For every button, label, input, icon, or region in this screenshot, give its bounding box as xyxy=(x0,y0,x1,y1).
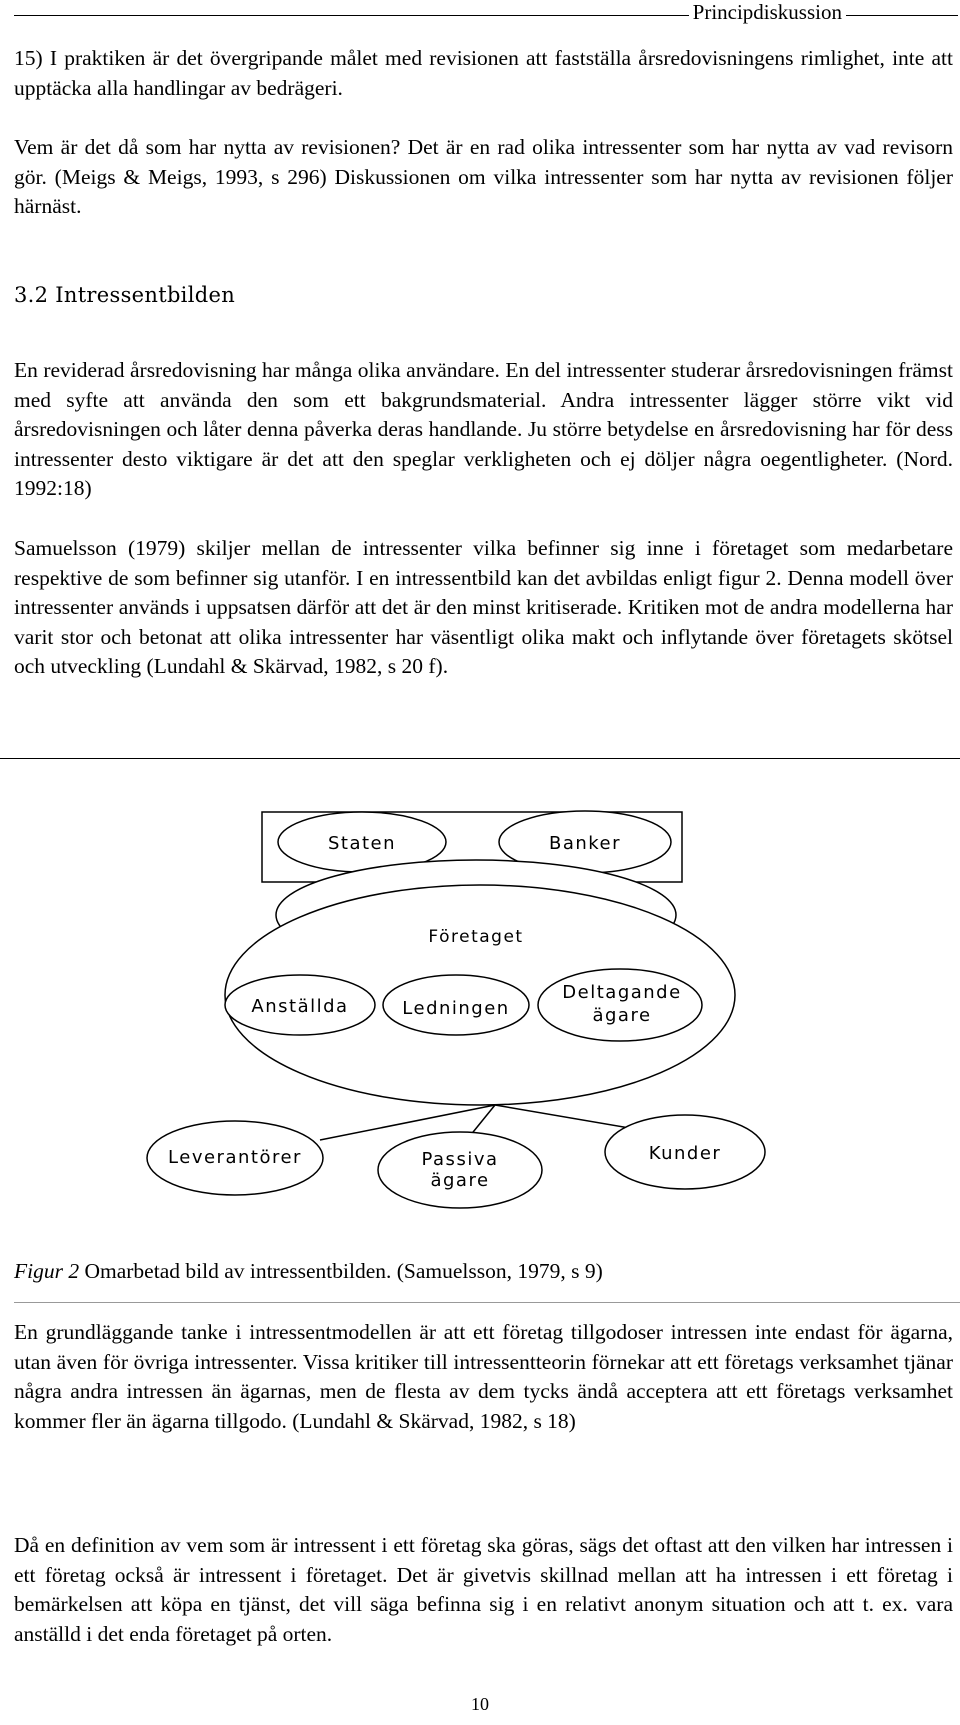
paragraph-1: 15) I praktiken är det övergripande målet med revisionen att fastställa årsredovisningens rimlighet, inte att upptäcka alla handlingar av bedrägeri. xyxy=(14,46,953,100)
label-anstallda: Anställda xyxy=(251,996,349,1017)
paragraph-4: Samuelsson (1979) skiljer mellan de intressenter vilka befinner sig inne i företaget som medarbetare respektive de som befinner sig utanför. I en intressentbild kan det avbildas enligt figur 2. Denna modell över intressenter används i uppsatsen därför att det är den minst kritiserade. Kritiken mot de andra modellerna har varit stor och betonat att olika intressenter har väsentligt olika makt och inflytande över företagets skötsel och utveckling (Lundahl & Skärvad, 1982, s 20 f). xyxy=(14,536,953,678)
label-passiva-1: Passiva xyxy=(421,1149,499,1170)
header-title: Principdiskussion xyxy=(689,0,846,24)
page-number: 10 xyxy=(471,1694,489,1714)
stakeholder-diagram-svg xyxy=(0,780,960,1230)
label-ledningen: Ledningen xyxy=(402,998,510,1019)
figure-bottom-rule xyxy=(14,1302,960,1303)
label-deltagande-1: Deltagande xyxy=(562,982,682,1003)
stakeholder-diagram xyxy=(0,780,960,1230)
figure-caption xyxy=(14,1257,603,1285)
label-passiva-2: ägare xyxy=(430,1170,490,1191)
paragraph-2: Vem är det då som har nytta av revisionen? Det är en rad olika intressenter som har nytta av vad revisorn gör. (Meigs & Meigs, 1993, s 296) Diskussionen om vilka intressenter som har nytta av revisionen följer härnäst. xyxy=(14,135,953,218)
label-staten: Staten xyxy=(327,833,397,854)
label-banker: Banker xyxy=(548,833,622,854)
paragraph-6: Då en definition av vem som är intressent i ett företag ska göras, sägs det oftast att den vilken har intressen i ett företag också är intressent i företaget. Det är givetvis skillnad mellan att ha intressen i ett företag i bemärkelsen att köpa en tjänst, det vill säga befinna sig i en relativt anonym situation och att t. ex. vara anställd i det enda företaget på orten. xyxy=(14,1533,953,1646)
label-kunder: Kunder xyxy=(648,1143,722,1164)
figure-caption-text: Omarbetad bild av intressentbilden. (Samuelsson, 1979, s 9) xyxy=(79,1259,603,1283)
label-foretaget: Företaget xyxy=(428,927,524,947)
paragraph-3: En reviderad årsredovisning har många olika användare. En del intressenter studerar årsredovisningen främst med syfte att använda den som ett bakgrundsmaterial. Andra intressenter lägger större vikt vid årsredovisningen och låter denna påverka deras handlande. Ju större betydelse en årsredovisning har för dess intressenter desto viktigare är det att den speglar verkligheten och ej döljer några oegentligheter. (Nord. 1992:18) xyxy=(14,358,953,500)
label-deltagande-2: ägare xyxy=(592,1005,652,1026)
section-heading: 3.2 Intressentbilden xyxy=(14,283,236,307)
paragraph-5: En grundläggande tanke i intressentmodellen är att ett företag tillgodoser intressen inte endast för ägarna, utan även för övriga intressenter. Vissa kritiker till intressentteorin förnekar att ett företags verksamhet tjänar några andra intressen än ägarnas, men de flesta av dem tycks ändå acceptera att ett företags verksamhet kommer fler än ägarna tillgodo. (Lundahl & Skärvad, 1982, s 18) xyxy=(14,1320,953,1433)
figure-label: Figur 2 xyxy=(14,1259,80,1283)
label-leverantorer: Leverantörer xyxy=(168,1147,302,1168)
page-header xyxy=(14,0,958,28)
figure-top-rule xyxy=(0,758,960,759)
